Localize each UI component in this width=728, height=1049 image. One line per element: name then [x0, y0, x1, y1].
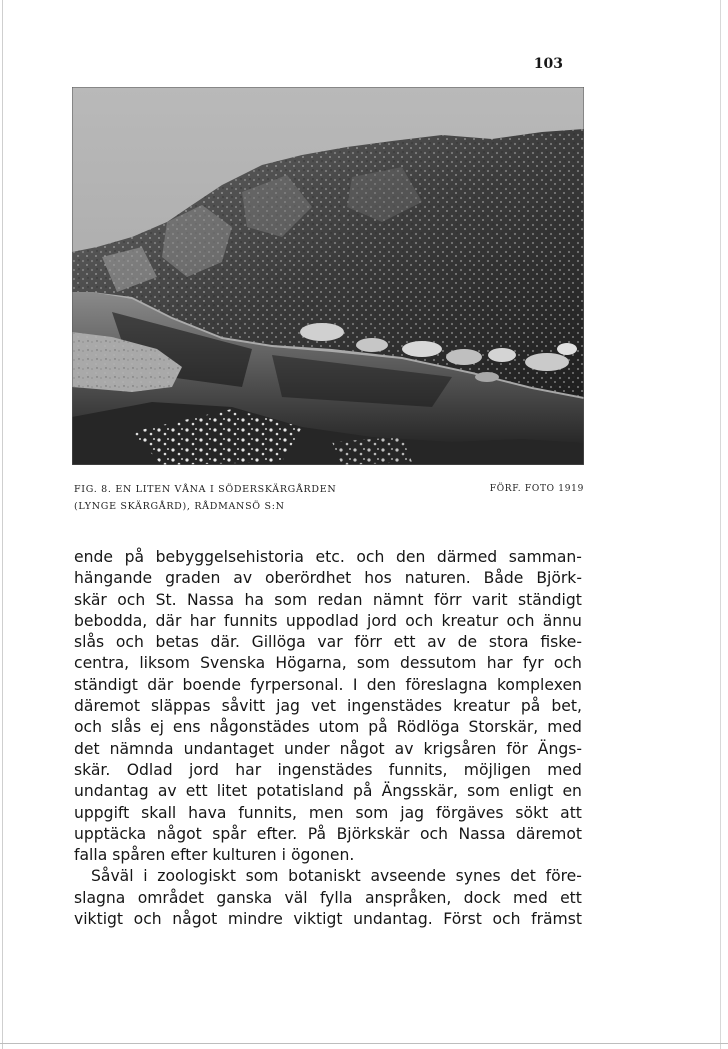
text-line: falla spåren efter kulturen i ögonen. [74, 846, 355, 865]
text-line: skär och St. Nassa ha som redan nämnt förr varit ständigt [74, 590, 582, 609]
text-line: ständigt där boende fyrpersonal. I den föreslagna komplexen [74, 675, 582, 694]
body-paragraph [74, 547, 582, 930]
text-line: Såväl i zoologiskt som botaniskt avseende synes det före- [91, 867, 582, 886]
figure-caption [74, 481, 584, 515]
text-line: viktigt och något mindre viktigt undantag. Först och främst [74, 910, 582, 929]
page-number: 103 [533, 56, 563, 72]
text-line: hängande graden av oberördhet hos naturen. Både Björk- [74, 569, 582, 588]
text-line: centra, liksom Svenska Högarna, som dessutom har fyr och [74, 654, 582, 673]
text-line: uppgift skall hava funnits, men som jag förgäves sökt att [74, 803, 582, 822]
photo-credit: FÖRF. FOTO 1919 [489, 484, 584, 494]
text-line: ende på bebyggelsehistoria etc. och den därmed samman- [74, 548, 582, 566]
scan-edge-left [2, 0, 3, 1049]
caption-subtitle: (LYNGE SKÄRGÅRD), RÅDMANSÖ S:N [74, 501, 285, 512]
photograph [72, 87, 584, 465]
text-line: och slås ej ens någonstädes utom på Rödlöga Storskär, med [74, 718, 582, 737]
caption-title: FIG. 8. EN LITEN VÅNA I SÖDERSKÄRGÅRDEN [74, 484, 337, 495]
text-line: det nämnda undantaget under något av krigsåren för Ängs- [74, 739, 582, 758]
text-line: däremot släppas såvitt jag vet ingenstädes kreatur på bet, [74, 697, 582, 716]
text-line: bebodda, där har funnits uppodlad jord och kreatur och ännu [74, 611, 582, 630]
photograph-rocky-shore [72, 87, 584, 465]
text-line: skär. Odlad jord har ingenstädes funnits, möjligen med [74, 760, 582, 779]
text-line: undantag av ett litet potatisland på Ängsskär, som enligt en [74, 782, 582, 801]
scan-edge-right [720, 0, 721, 1049]
scan-edge-bottom [0, 1043, 728, 1044]
text-line: slagna området ganska väl fylla anspråken, dock med ett [74, 888, 582, 907]
text-line: upptäcka något spår efter. På Björkskär och Nassa däremot [74, 824, 582, 843]
text-line: slås och betas där. Gillöga var förr ett av de stora fiske- [74, 633, 582, 652]
